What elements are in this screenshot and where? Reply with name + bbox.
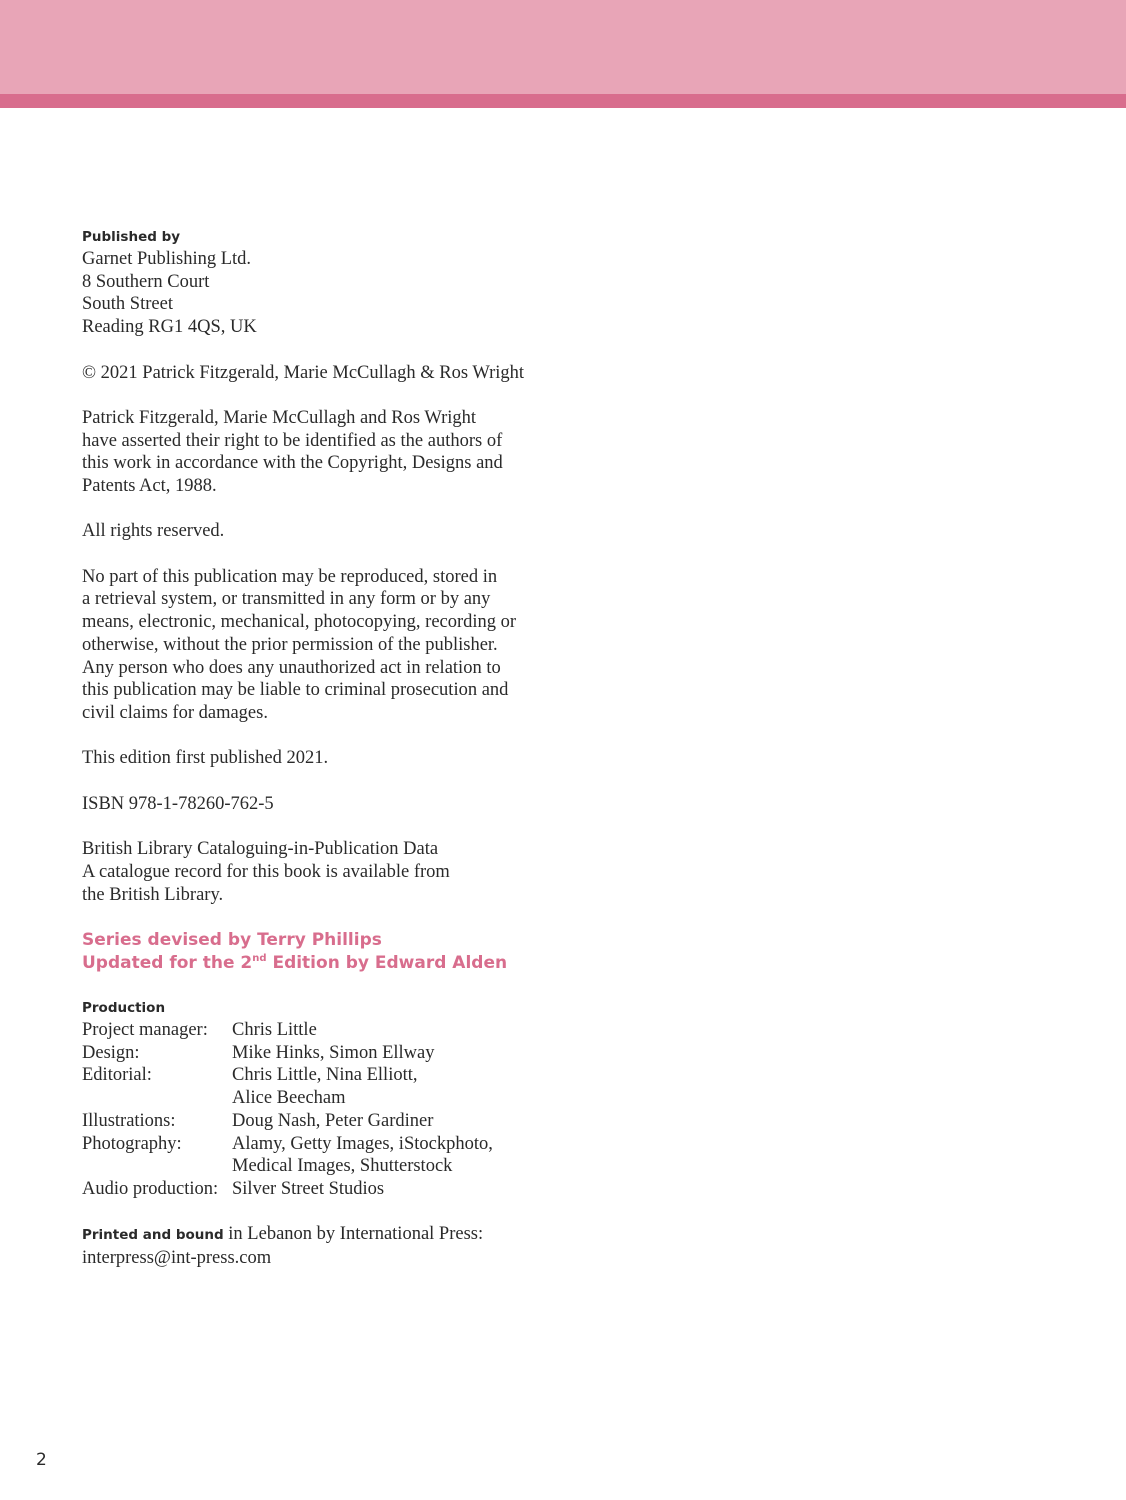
edition-block <box>82 747 602 770</box>
credit-name-line: Silver Street Studios <box>232 1178 385 1199</box>
text-line: A catalogue record for this book is available from <box>82 861 450 882</box>
series-devised-line: Series devised by Terry Phillips <box>82 929 382 950</box>
copyright-line: © 2021 Patrick Fitzgerald, Marie McCullagh & Ros Wright <box>82 362 525 383</box>
text-line: Patents Act, 1988. <box>82 476 217 496</box>
production-heading: Production <box>82 1000 166 1017</box>
updated-prefix: Updated for the 2 <box>82 952 253 973</box>
text-line: the British Library. <box>82 884 224 905</box>
credit-name-line: Mike Hinks, Simon Ellway <box>232 1042 435 1063</box>
credit-names <box>232 1019 317 1042</box>
credit-names <box>232 1178 384 1201</box>
credit-name-line: Alamy, Getty Images, iStockphoto, <box>232 1133 493 1154</box>
edition-line: This edition first published 2021. <box>82 748 329 769</box>
text-line: civil claims for damages. <box>82 703 268 723</box>
text-line: Any person who does any unauthorized act in relation to <box>82 657 501 678</box>
text-line: No part of this publication may be reproduced, stored in <box>82 566 498 587</box>
authors-assertion-block <box>82 407 602 498</box>
credit-role: Design: <box>82 1042 140 1063</box>
credit-row <box>82 1110 602 1133</box>
credit-name-line: Chris Little <box>232 1020 317 1041</box>
printing-text: in Lebanon by International Press: <box>223 1224 484 1245</box>
credit-row <box>82 1019 602 1042</box>
cataloguing-block <box>82 838 602 906</box>
updated-suffix: Edition by Edward Alden <box>266 952 508 973</box>
credit-role: Editorial: <box>82 1065 152 1086</box>
printing-line <box>82 1223 602 1247</box>
credit-role: Audio production: <box>82 1178 219 1199</box>
credit-row <box>82 1133 602 1178</box>
credit-role: Project manager: <box>82 1020 208 1041</box>
text-line: this publication may be liable to criminal prosecution and <box>82 680 509 701</box>
isbn-line: ISBN 978-1-78260-762-5 <box>82 793 274 814</box>
reproduction-notice-block <box>82 566 602 725</box>
credit-names <box>232 1042 434 1065</box>
series-updated-line <box>82 952 602 975</box>
isbn-block <box>82 793 602 816</box>
text-line: have asserted their right to be identified as the authors of <box>82 430 503 451</box>
credit-name-line: Chris Little, Nina Elliott, <box>232 1065 418 1086</box>
printer-email: interpress@int-press.com <box>82 1248 272 1269</box>
printing-block <box>82 1223 602 1269</box>
production-block <box>82 997 602 1201</box>
credit-role: Illustrations: <box>82 1110 176 1131</box>
ordinal-suffix: nd <box>252 952 267 964</box>
credit-names <box>232 1064 418 1109</box>
credit-row <box>82 1042 602 1065</box>
header-band <box>0 0 1126 94</box>
series-credits-block <box>82 929 602 974</box>
imprint-page-content <box>82 226 602 1270</box>
credit-row <box>82 1178 602 1201</box>
text-line: means, electronic, mechanical, photocopying, recording or <box>82 612 517 633</box>
credit-role: Photography: <box>82 1133 182 1154</box>
publisher-address-line: 8 Southern Court <box>82 271 210 292</box>
publisher-address-line: Reading RG1 4QS, UK <box>82 317 257 338</box>
text-line: British Library Cataloguing-in-Publication Data <box>82 839 439 860</box>
text-line: this work in accordance with the Copyright, Designs and <box>82 453 503 474</box>
credit-name-line: Medical Images, Shutterstock <box>232 1156 453 1177</box>
publisher-block <box>82 226 602 339</box>
credit-row <box>82 1064 602 1109</box>
header-stripe <box>0 94 1126 108</box>
text-line: a retrieval system, or transmitted in any form or by any <box>82 589 491 610</box>
text-line: otherwise, without the prior permission of the publisher. <box>82 634 498 655</box>
credit-names <box>232 1110 433 1133</box>
rights-reserved-line: All rights reserved. <box>82 521 225 542</box>
printing-label: Printed and bound <box>82 1227 224 1244</box>
copyright-block <box>82 362 602 385</box>
publisher-name: Garnet Publishing Ltd. <box>82 249 252 269</box>
rights-reserved-block <box>82 520 602 543</box>
credit-name-line: Alice Beecham <box>232 1088 346 1109</box>
text-line: Patrick Fitzgerald, Marie McCullagh and Ros Wright <box>82 407 477 428</box>
credit-names <box>232 1133 493 1178</box>
publisher-heading: Published by <box>82 229 181 245</box>
page-number: 2 <box>36 1450 47 1470</box>
credit-name-line: Doug Nash, Peter Gardiner <box>232 1110 434 1131</box>
production-credits-list <box>82 1019 602 1201</box>
publisher-address-line: South Street <box>82 294 173 315</box>
